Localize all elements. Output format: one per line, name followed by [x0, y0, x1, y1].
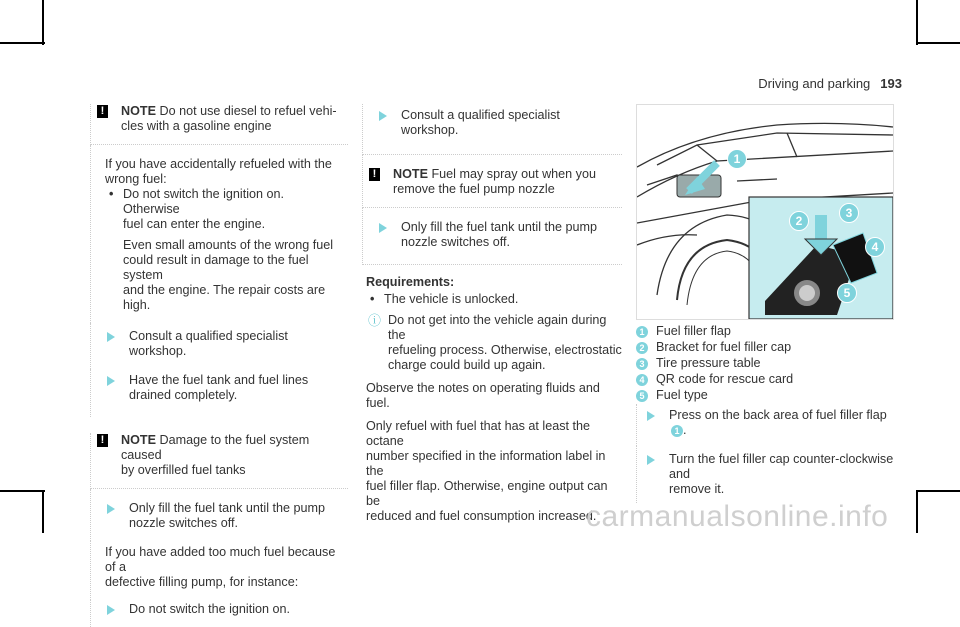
wrong-fuel-block	[90, 145, 348, 323]
legend-item: 1 Fuel filler flap	[636, 324, 896, 339]
note-spray	[362, 155, 622, 208]
step-arrow-icon	[107, 605, 115, 615]
right-steps	[636, 404, 898, 503]
crop-mark	[916, 490, 960, 492]
note-text: Damage to the fuel system caused	[121, 433, 310, 462]
step-block	[636, 404, 898, 446]
note-diesel	[90, 104, 348, 145]
legend-item: 3 Tire pressure table	[636, 356, 896, 371]
list-item: • The vehicle is unlocked.	[366, 292, 622, 307]
warning-icon: !	[97, 105, 108, 118]
page-number: 193	[880, 76, 902, 91]
crop-mark	[916, 0, 918, 45]
step-block	[90, 600, 348, 627]
step-block	[90, 323, 348, 369]
note-text: remove the fuel pump nozzle	[393, 182, 555, 196]
paragraph: Only refuel with fuel that has at least the octane number specified in the information label in the fuel filler flap. Otherwise, engine output can be reduced and fuel consumption increased.	[366, 419, 608, 523]
warning-icon: !	[97, 434, 108, 447]
callout-4: 4	[865, 237, 885, 257]
note-title: NOTE	[121, 433, 156, 447]
step-block	[636, 446, 898, 503]
figure-legend	[636, 324, 896, 404]
legend-item: 2 Bracket for fuel filler cap	[636, 340, 896, 355]
step-arrow-icon	[107, 504, 115, 514]
crop-mark	[0, 42, 45, 44]
step-arrow-icon	[379, 223, 387, 233]
step-arrow-icon	[647, 411, 655, 421]
paragraph: Observe the notes on operating fluids and fuel.	[366, 381, 600, 410]
crop-mark	[42, 490, 44, 533]
paragraph: defective filling pump, for instance:	[105, 575, 299, 589]
note-overfill	[90, 433, 348, 489]
crop-mark	[916, 42, 960, 44]
step-item: Consult a qualified specialist workshop.	[105, 329, 340, 359]
warning-icon: !	[369, 168, 380, 181]
step-block	[90, 369, 348, 417]
step-item: Consult a qualified specialist workshop.	[377, 108, 614, 138]
legend-item: 5 Fuel type	[636, 388, 896, 403]
callout-ref: 1	[671, 425, 683, 437]
left-column	[90, 104, 348, 627]
note-text: cles with a gasoline engine	[121, 119, 272, 133]
paragraph: wrong fuel:	[105, 172, 167, 186]
section-title: Driving and parking	[758, 76, 871, 91]
step-arrow-icon	[379, 111, 387, 121]
crop-mark	[42, 0, 44, 45]
middle-column	[362, 104, 622, 524]
step-item: Turn the fuel filler cap counter-clockwise and remove it.	[645, 452, 898, 497]
info-note: ⓘ Do not get into the vehicle again during the refueling process. Otherwise, electrostatic charge could build up again.	[368, 313, 622, 372]
note-text: Fuel may spray out when you	[431, 167, 596, 181]
note-text: by overfilled fuel tanks	[121, 463, 246, 477]
watermark: carmanualsonline.info	[586, 500, 889, 533]
paragraph: If you have accidentally refueled with the	[105, 157, 332, 171]
step-block	[362, 104, 622, 155]
note-title: NOTE	[121, 104, 156, 118]
note-title: NOTE	[393, 167, 428, 181]
list-subtext: Even small amounts of the wrong fuel could result in damage to the fuel system and the engine. The repair costs are high.	[123, 238, 334, 312]
list-item: • Do not switch the ignition on. Otherwise fuel can enter the engine.	[105, 187, 340, 232]
step-item: Have the fuel tank and fuel lines drained completely.	[105, 373, 340, 403]
step-item: Do not switch the ignition on.	[105, 602, 340, 617]
paragraph-block	[90, 541, 348, 600]
note-text: Do not use diesel to refuel vehi-	[159, 104, 337, 118]
step-item: Press on the back area of fuel filler flap 1 .	[645, 408, 898, 438]
step-arrow-icon	[107, 332, 115, 342]
callout-1: 1	[727, 149, 747, 169]
step-item: Only fill the fuel tank until the pump nozzle switches off.	[105, 501, 340, 531]
paragraph: If you have added too much fuel because of a	[105, 545, 336, 574]
crop-mark	[0, 490, 45, 492]
callout-2: 2	[789, 211, 809, 231]
step-block	[362, 208, 622, 265]
callout-5: 5	[837, 283, 857, 303]
step-arrow-icon	[647, 455, 655, 465]
step-block	[90, 489, 348, 541]
requirements-heading: Requirements:	[366, 275, 455, 289]
crop-mark	[916, 490, 918, 533]
page-header	[758, 76, 902, 91]
info-icon: ⓘ	[368, 313, 382, 328]
callout-3: 3	[839, 203, 859, 223]
legend-item: 4 QR code for rescue card	[636, 372, 896, 387]
fuel-filler-figure	[636, 104, 894, 320]
step-item: Only fill the fuel tank until the pump nozzle switches off.	[377, 220, 614, 250]
step-arrow-icon	[107, 376, 115, 386]
